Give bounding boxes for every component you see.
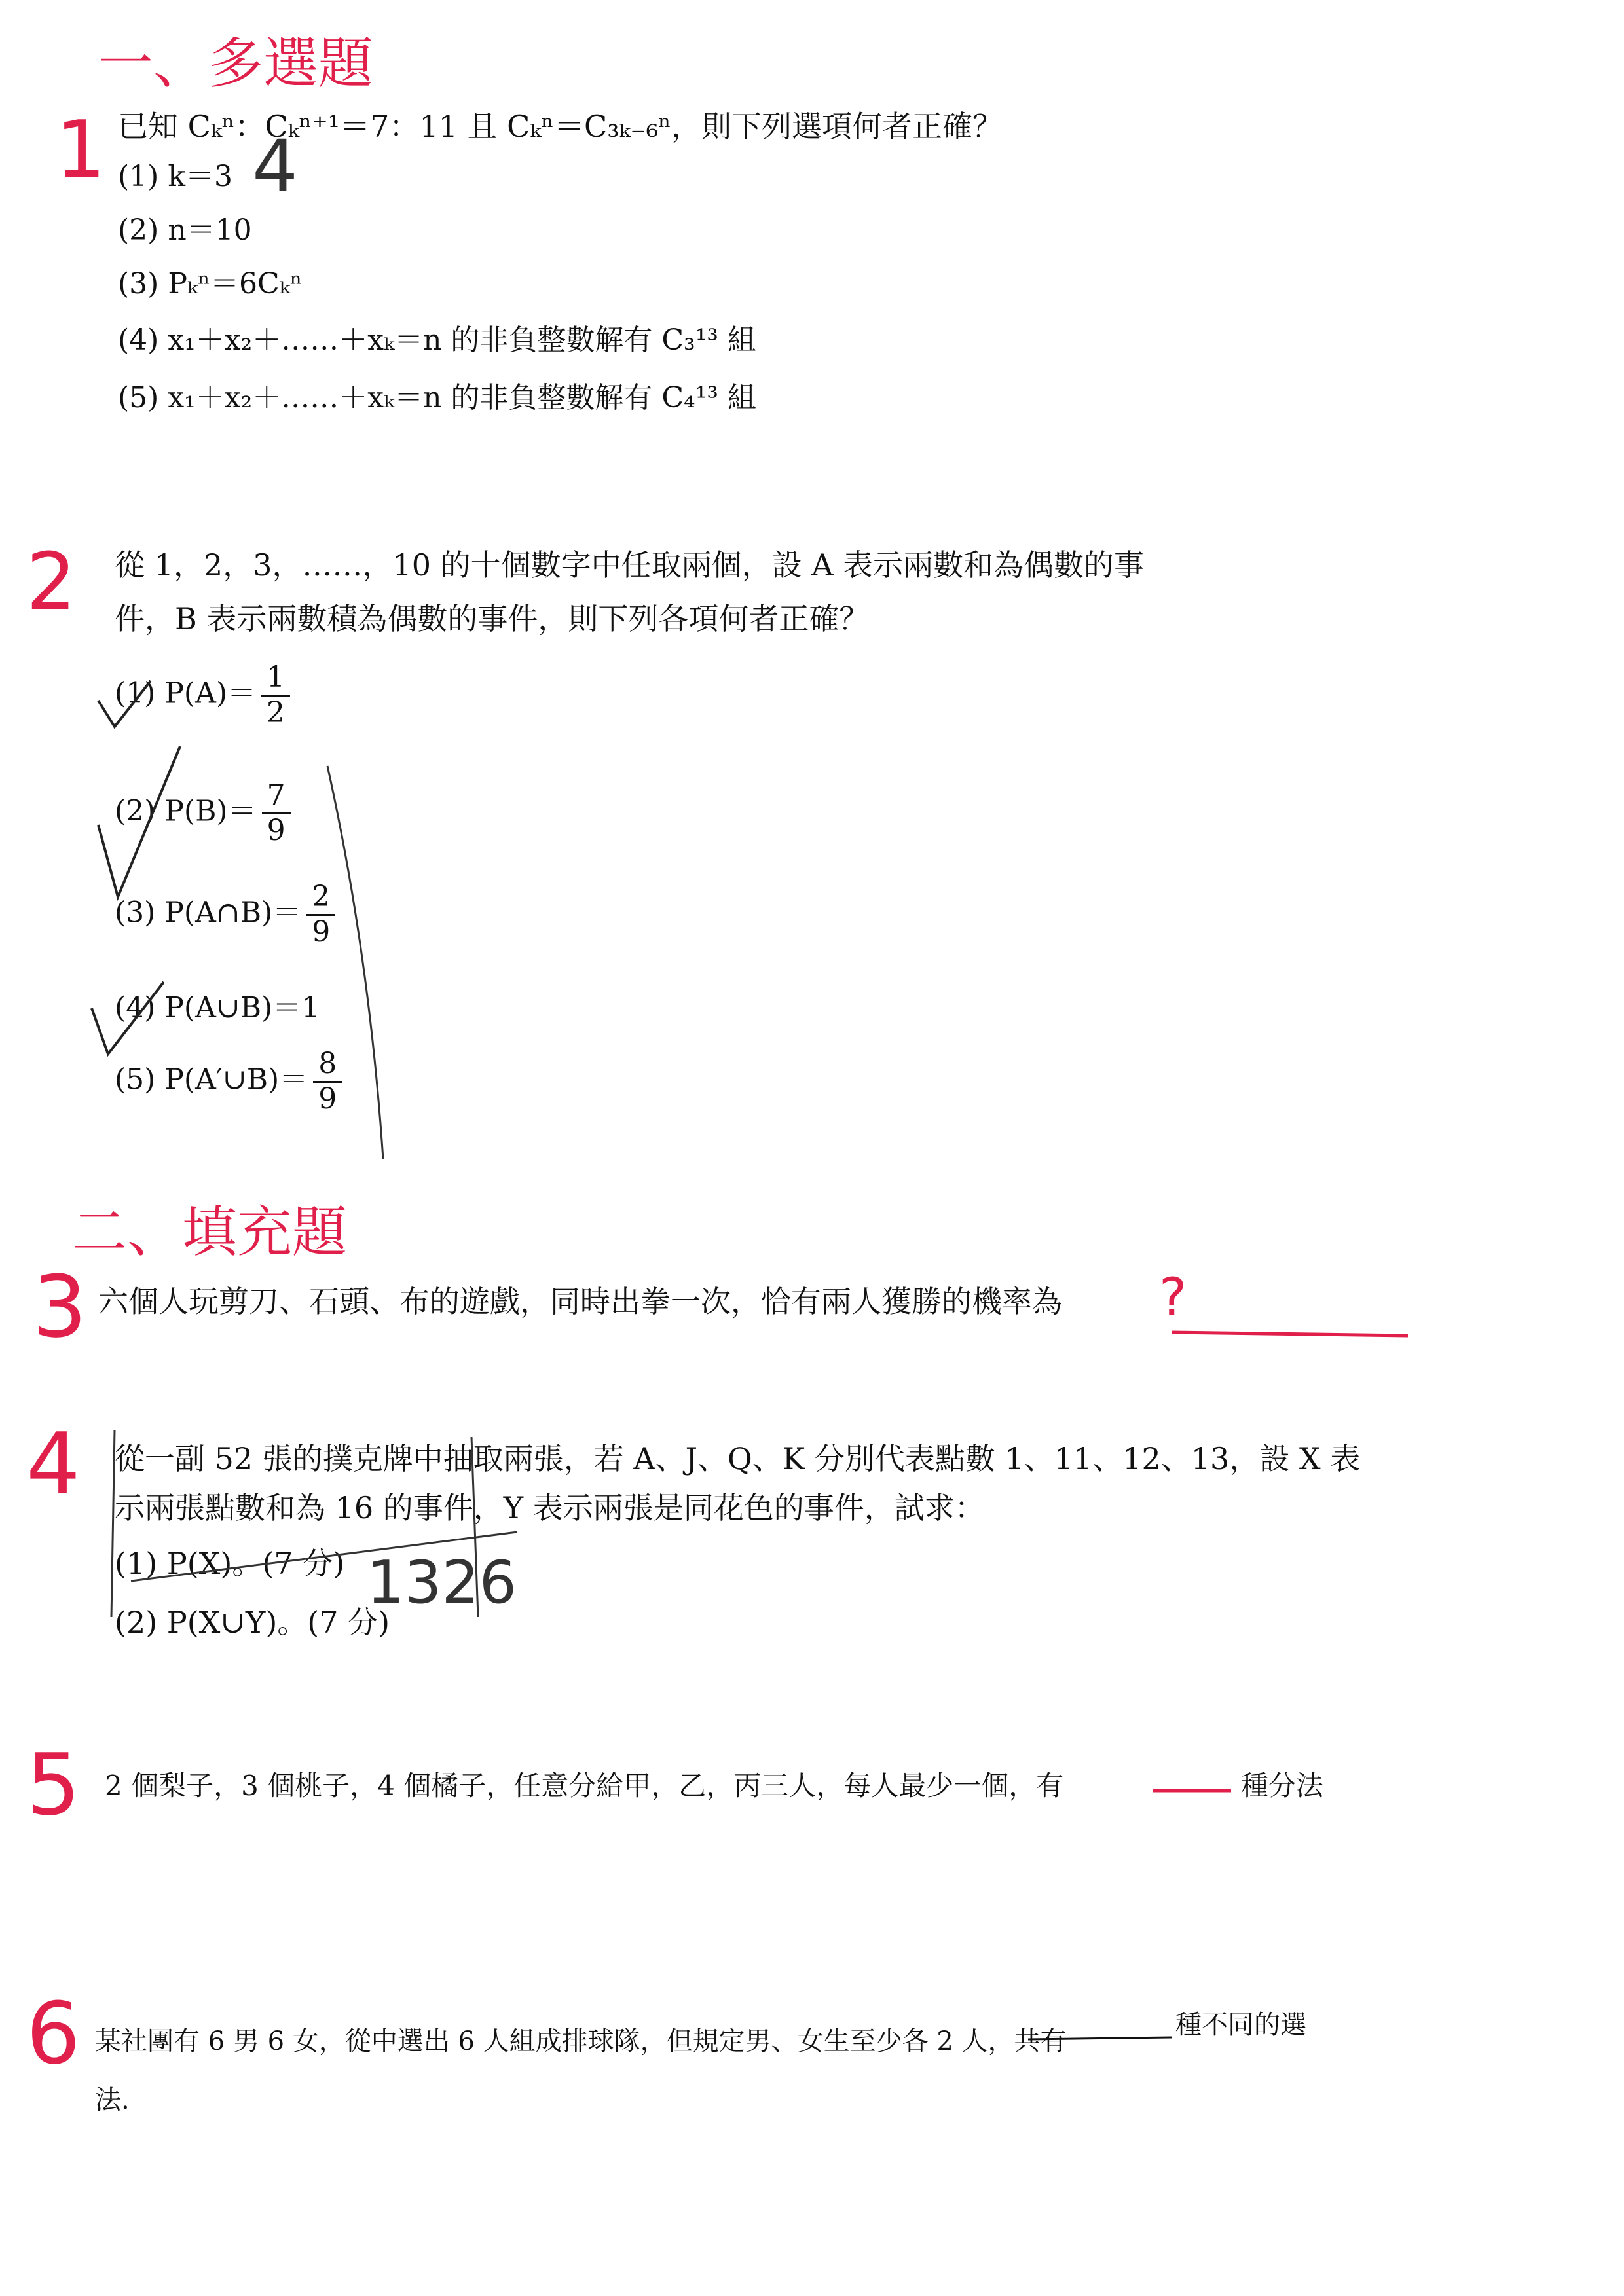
q5-stem: 2 個梨子，3 個桃子，4 個橘子，任意分給甲，乙，丙三人，每人最少一個，有: [105, 1770, 1064, 1802]
q6-stem: 某社團有 6 男 6 女，從中選出 6 人組成排球隊，但規定男、女生至少各 2 人，共有: [95, 2026, 1067, 2056]
question-number-4: 4: [26, 1414, 81, 1514]
section-heading-multiple-choice: 一、多選題: [98, 31, 374, 96]
q2-option-4: (4) P(A∪B)＝1: [115, 991, 320, 1025]
q4-part-1: (1) P(X)。(7 分): [115, 1546, 345, 1581]
checkmark: [98, 746, 180, 897]
denominator: 9: [318, 1082, 337, 1116]
q1-stem: 已知 Cₖⁿ：Cₖⁿ⁺¹＝7：11 且 Cₖⁿ＝C₃ₖ₋₆ⁿ，則下列選項何者正確？: [118, 109, 1003, 144]
numerator: 1: [261, 661, 290, 697]
denominator: 9: [267, 813, 286, 847]
question-number-2: 2: [26, 537, 77, 628]
question-number-6: 6: [26, 1984, 81, 2083]
q1-option-1: (1) k＝3: [118, 160, 232, 193]
question-number-5: 5: [26, 1735, 81, 1834]
q3-stem: 六個人玩剪刀、石頭、布的遊戲，同時出拳一次，恰有兩人獲勝的機率為: [98, 1284, 1062, 1319]
q6-stem-line2: 法.: [95, 2085, 130, 2115]
q6-stem-suffix: 種不同的選: [1175, 2010, 1306, 2040]
pencil-stroke: [111, 1430, 115, 1617]
denominator: 2: [267, 695, 286, 729]
numerator: 8: [313, 1048, 342, 1083]
question-number-1: 1: [56, 105, 106, 196]
q4-stem-line2: 示兩張點數和為 16 的事件，Y 表示兩張是同花色的事件，試求：: [115, 1490, 985, 1525]
q2-stem-line1: 從 1，2，3，……，10 的十個數字中任取兩個，設 A 表示兩數和為偶數的事: [115, 547, 1145, 583]
q1-option-4: (4) x₁＋x₂＋……＋xₖ＝n 的非負整數解有 C₃¹³ 組: [118, 323, 756, 357]
q1-option-3: (3) Pₖⁿ＝6Cₖⁿ: [118, 267, 303, 301]
q2-stem-line2: 件，B 表示兩數積為偶數的事件，則下列各項何者正確？: [115, 601, 870, 636]
q4-part-2: (2) P(X∪Y)。(7 分): [115, 1605, 390, 1640]
numerator: 7: [262, 779, 291, 814]
pencil-stroke: [131, 1532, 517, 1581]
numerator: 2: [306, 881, 335, 916]
q3-answer-mark: ?: [1159, 1267, 1187, 1328]
q2-option-2-label: (2) P(B)＝: [115, 794, 257, 828]
q4-stem-line1: 從一副 52 張的撲克牌中抽取兩張，若 A、J、Q、K 分別代表點數 1、11、12、13，設 X 表: [115, 1441, 1361, 1476]
checkmark: [98, 681, 151, 727]
question-number-3: 3: [33, 1257, 87, 1357]
q1-option-2: (2) n＝10: [118, 213, 252, 247]
q4-handwritten-note: 1326: [367, 1548, 517, 1617]
q1-option-5: (5) x₁＋x₂＋……＋xₖ＝n 的非負整數解有 C₄¹³ 組: [118, 381, 756, 414]
q2-option-5-label: (5) P(A′∪B)＝: [115, 1063, 308, 1097]
pencil-stroke: [327, 766, 383, 1159]
q5-stem-suffix: 種分法: [1241, 1770, 1324, 1802]
denominator: 9: [312, 915, 331, 949]
q2-option-1-label: (1) P(A)＝: [115, 676, 257, 710]
q6-answer-blank: [1028, 2037, 1172, 2039]
q3-answer-blank: [1172, 1332, 1408, 1336]
q2-option-3-label: (3) P(A∩B)＝: [115, 896, 302, 930]
q1-handwritten-note: 4: [252, 124, 298, 208]
checkmark: [92, 982, 164, 1054]
pencil-stroke: [471, 1437, 478, 1617]
section-heading-fill-in: 二、填充題: [72, 1200, 348, 1264]
